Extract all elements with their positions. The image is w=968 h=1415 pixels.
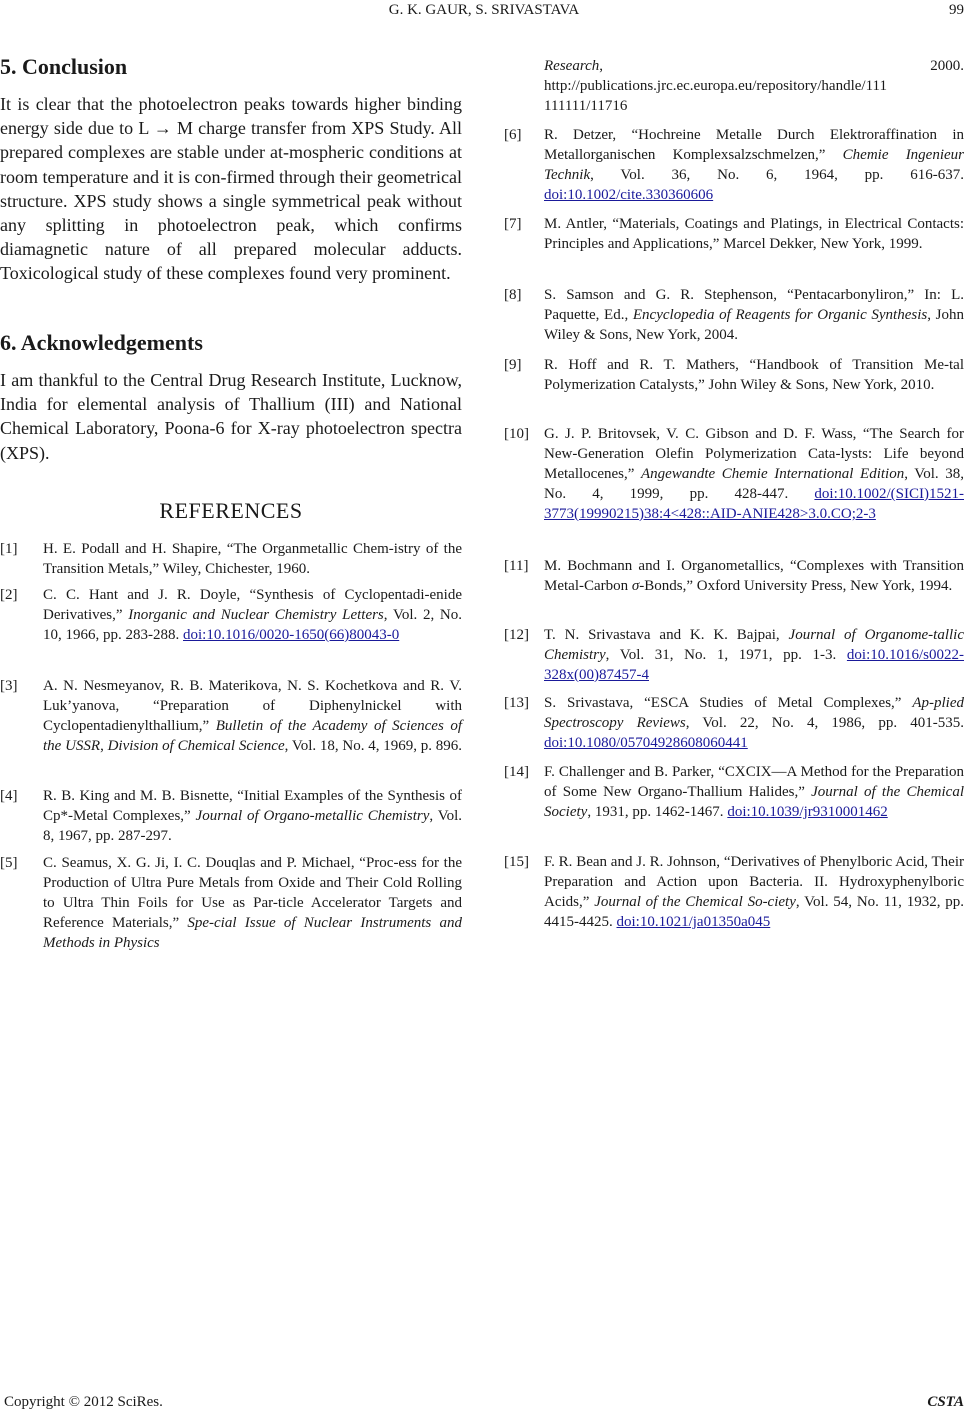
reference-source-title: Spe-cial Issue of Nuclear Instruments and Methods in Physics bbox=[43, 915, 462, 951]
reference-number: [1] bbox=[0, 541, 18, 557]
reference-text bbox=[544, 285, 964, 345]
reference-segment: A. N. Nesmeyanov, R. B. Materikova, N. S. Kochetkova and R. V. Luk’yanova, “Preparation of Diphenylnickel with Cyclopentadienylthallium,” bbox=[43, 678, 462, 734]
reference-text bbox=[544, 214, 964, 254]
reference-text bbox=[43, 676, 462, 756]
reference-segment: H. E. Podall and H. Shapire, “The Organmetallic Chem-istry of the Transition Metals,” Wiley, Chichester, 1960. bbox=[43, 541, 462, 577]
reference-segment: , Vol. 22, No. 4, 1986, pp. 401-535. bbox=[685, 715, 965, 731]
reference-number: [3] bbox=[0, 678, 18, 694]
reference-segment: M. Bochmann and I. Organometallics, “Complexes with Transition Metal-Carbon bbox=[544, 558, 964, 594]
reference-segment: , Vol. 31, No. 1, 1971, pp. 1-3. bbox=[605, 647, 847, 663]
reference-number: [11] bbox=[504, 558, 529, 574]
doi-link[interactable]: doi:10.1002/(SICI)1521-3773(19990215)38:4<428::AID-ANIE428>3.0.CO;2-3 bbox=[544, 486, 964, 522]
doi-link[interactable]: doi:10.1039/jr9310001462 bbox=[727, 804, 888, 820]
doi-link[interactable]: doi:10.1016/0020-1650(66)80043-0 bbox=[183, 627, 400, 643]
acknowledgements-paragraph: I am thankful to the Central Drug Research Institute, Lucknow, India for elemental analysis of Thallium (III) and National Chemical Laboratory, Poona-6 for X-ray photoelectron spectra (XPS). bbox=[0, 370, 462, 463]
reference-text bbox=[43, 539, 462, 579]
reference-segment: R. Hoff and R. T. Mathers, “Handbook of Transition Me-tal Polymerization Catalysts,” John Wiley & Sons, New York, 2010. bbox=[544, 357, 964, 393]
acknowledgements-heading: 6. Acknowledgements bbox=[0, 330, 203, 355]
journal-abbreviation: CSTA bbox=[927, 1394, 964, 1410]
running-header-authors: G. K. GAUR, S. SRIVASTAVA bbox=[388, 2, 580, 18]
reference-text bbox=[43, 786, 462, 846]
reference-segment: , 1931, pp. 1462-1467. bbox=[587, 804, 728, 820]
reference-number: [8] bbox=[504, 287, 522, 303]
reference-segment: M. Antler, “Materials, Coatings and Platings, in Electrical Contacts: Principles and Applications,” Marcel Dekker, New York, 1999. bbox=[544, 216, 964, 252]
reference-text bbox=[544, 693, 964, 753]
conclusion-heading: 5. Conclusion bbox=[0, 54, 128, 79]
reference-text bbox=[544, 762, 964, 822]
reference-segment: T. N. Srivastava and K. K. Bajpai, bbox=[544, 627, 789, 643]
reference-segment: -Bonds,” Oxford University Press, New York, 1994. bbox=[639, 578, 953, 594]
reference-text bbox=[43, 585, 462, 645]
reference-segment: R. B. King and M. B. Bisnette, “Initial Examples of the Synthesis of Cp*-Metal Complexes,” bbox=[43, 788, 462, 824]
reference-source-title: Journal of Organome-tallic Chemistry bbox=[544, 627, 965, 663]
reference-segment: , John Wiley & Sons, New York, 2004. bbox=[544, 307, 964, 343]
reference-source-title: Ap-plied Spectroscopy Reviews bbox=[544, 695, 964, 731]
reference-segment: F. Challenger and B. Parker, “CXCIX—A Method for the Preparation of Some New Organo-Thallium Halides,” bbox=[544, 764, 964, 800]
page-number: 99 bbox=[949, 2, 964, 18]
reference-number: [7] bbox=[504, 216, 522, 232]
conclusion-paragraph: It is clear that the photoelectron peaks towards higher binding energy side due to L → M charge transfer from XPS Study. All prepared complexes are stable under at-mospheric conditions at room temperature and it is con-firmed through their geometrical structure. XPS study shows a single symmetrical peak without any splitting in photoelectron peak, which confirms diamagnetic nature of all prepared molecular adducts. Toxicological study of these complexes found very prominent. bbox=[0, 94, 462, 284]
reference-text bbox=[544, 424, 964, 524]
reference-text bbox=[544, 56, 964, 116]
references-heading: REFERENCES bbox=[159, 498, 303, 523]
reference-segment: C. C. Hant and J. R. Doyle, “Synthesis of Cyclopentadi-enide Derivatives,” bbox=[43, 587, 462, 623]
reference-segment: S. Srivastava, “ESCA Studies of Metal Complexes,” bbox=[544, 695, 913, 711]
reference-segment: C. Seamus, X. G. Ji, I. C. Douqlas and P. Michael, “Proc-ess for the Production of Ultra Pure Metals from Oxide and Their Cold Rolling to Ultra Thin Foils for Use as Par-ticle Accelerator Targets and Reference Materials,” bbox=[43, 855, 462, 931]
reference-source-title: Bulletin of the Academy of Sciences of the USSR bbox=[43, 718, 462, 754]
reference-source-title: Journal of Organo-metallic Chemistry bbox=[195, 808, 430, 824]
running-header bbox=[0, 2, 968, 22]
reference-source-title: Inorganic and Nuclear Chemistry Letters bbox=[128, 607, 384, 623]
reference-source-title: Research bbox=[544, 58, 600, 74]
reference-source-title: Journal of the Chemical So-ciety bbox=[594, 894, 796, 910]
reference-source-title: Angewandte Chemie International Edition bbox=[641, 466, 905, 482]
reference-number: [13] bbox=[504, 695, 529, 711]
reference-segment: S. Samson and G. R. Stephenson, “Pentacarbonyliron,” In: L. Paquette, Ed., bbox=[544, 287, 964, 323]
doi-link[interactable]: doi:10.1016/s0022-328x(00)87457-4 bbox=[544, 647, 964, 683]
reference-segment: F. R. Bean and J. R. Johnson, “Derivatives of Phenylboric Acid, Their Preparation and Action upon Bacteria. II. Hydroxyphenylboric Acids,” bbox=[544, 854, 964, 910]
doi-link[interactable]: doi:10.1002/cite.330360606 bbox=[544, 187, 714, 203]
reference-segment: , Vol. 2, No. 10, 1966, pp. 283-288. bbox=[43, 607, 462, 643]
copyright-notice: Copyright © 2012 SciRes. bbox=[4, 1394, 163, 1410]
reference-number: [5] bbox=[0, 855, 18, 871]
reference-segment: , Vol. 38, No. 4, 1999, pp. 428-447. bbox=[544, 466, 965, 502]
reference-source-title: Division of Chemical Science bbox=[107, 738, 285, 754]
reference-text bbox=[544, 852, 964, 932]
reference-segment: , Vol. 54, No. 11, 1932, pp. 4415-4425. bbox=[544, 894, 965, 930]
reference-number: [12] bbox=[504, 627, 529, 643]
reference-number: [10] bbox=[504, 426, 529, 442]
reference-text bbox=[544, 125, 964, 205]
reference-text bbox=[544, 556, 964, 596]
reference-text bbox=[544, 355, 964, 395]
reference-text bbox=[43, 853, 462, 953]
reference-segment: G. J. P. Britovsek, V. C. Gibson and D. F. Wass, “The Search for New-Generation Olefin Polymerization Cata-lysts: Life beyond Metallocenes,” bbox=[544, 426, 964, 482]
doi-link[interactable]: doi:10.1021/ja01350a045 bbox=[616, 914, 771, 930]
reference-segment: , bbox=[100, 738, 108, 754]
reference-segment: , Vol. 18, No. 4, 1969, p. 896. bbox=[284, 738, 463, 754]
reference-number: [2] bbox=[0, 587, 18, 603]
reference-number: [15] bbox=[504, 854, 529, 870]
doi-link[interactable]: doi:10.1080/05704928608060441 bbox=[544, 735, 748, 751]
reference-source-title: σ bbox=[631, 578, 640, 594]
reference-text bbox=[544, 625, 964, 685]
reference-number: [6] bbox=[504, 127, 522, 143]
reference-segment: , Vol. 36, No. 6, 1964, pp. 616-637. bbox=[590, 167, 964, 183]
reference-number: [14] bbox=[504, 764, 529, 780]
reference-source-title: Chemie Ingenieur Technik bbox=[544, 147, 965, 183]
reference-source-title: Encyclopedia of Reagents for Organic Synthesis bbox=[632, 307, 928, 323]
reference-segment: , Vol. 8, 1967, pp. 287-297. bbox=[43, 808, 463, 844]
reference-number: [9] bbox=[504, 357, 522, 373]
reference-source-title: Journal of the Chemical Society bbox=[544, 784, 964, 820]
reference-segment: R. Detzer, “Hochreine Metalle Durch Elektroraffination in Metallorganischen Komplexsalzschmelzen,” bbox=[544, 127, 964, 163]
reference-number: [4] bbox=[0, 788, 18, 804]
reference-segment: , 2000. http://publications.jrc.ec.europa.eu/repository/handle/111 111111/11716 bbox=[544, 58, 964, 114]
